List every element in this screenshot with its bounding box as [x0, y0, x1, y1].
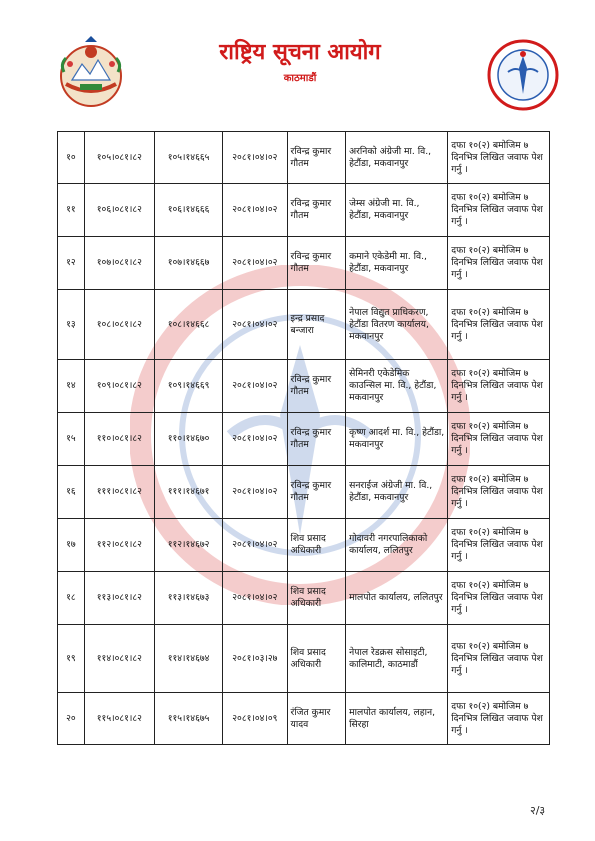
registration-number-cell: ११३।०८१।८२	[84, 572, 154, 625]
office-cell: कमाने एकेडेमी मा. वि., हेटौंडा, मकवानपुर	[346, 237, 448, 290]
table-row	[58, 290, 550, 360]
name-cell: इन्द्र प्रसाद बन्जारा	[287, 290, 346, 360]
direction-cell: दफा १०(२) बमोजिम ७ दिनभित्र लिखित जवाफ पेश गर्नु ।	[448, 466, 550, 519]
office-cell: सेमिनरी एकेडेमिक काउन्सिल मा. वि., हेटौंडा, मकवानपुर	[346, 360, 448, 413]
registration-number-cell: ११२।०८१।८२	[84, 519, 154, 572]
serial-number-cell: १३	[58, 290, 85, 360]
direction-cell: दफा १०(२) बमोजिम ७ दिनभित्र लिखित जवाफ पेश गर्नु ।	[448, 290, 550, 360]
commission-seal-icon	[486, 38, 560, 112]
serial-number-cell: १९	[58, 625, 85, 693]
table-row	[58, 519, 550, 572]
serial-number-cell: १७	[58, 519, 85, 572]
serial-number-cell: १६	[58, 466, 85, 519]
registration-number-cell: १०६।०८१।८२	[84, 184, 154, 237]
nepal-government-emblem-icon	[52, 34, 130, 112]
reference-number-cell: ११५।१४६७५	[154, 693, 222, 745]
date-cell: २०८१।०४।०२	[223, 466, 287, 519]
reference-number-cell: १११।१४६७१	[154, 466, 222, 519]
serial-number-cell: १५	[58, 413, 85, 466]
office-cell: जेम्स अंग्रेजी मा. वि., हेटौंडा, मकवानपुर	[346, 184, 448, 237]
office-cell: नेपाल विद्युत प्राधिकरण, हेटौंडा वितरण कार्यालय, मकवानपुर	[346, 290, 448, 360]
direction-cell: दफा १०(२) बमोजिम ७ दिनभित्र लिखित जवाफ पेश गर्नु ।	[448, 625, 550, 693]
reference-number-cell: ११३।१४६७३	[154, 572, 222, 625]
serial-number-cell: २०	[58, 693, 85, 745]
registration-number-cell: १०५।०८१।८२	[84, 132, 154, 184]
direction-cell: दफा १०(२) बमोजिम ७ दिनभित्र लिखित जवाफ पेश गर्नु ।	[448, 572, 550, 625]
name-cell: शिव प्रसाद अधिकारी	[287, 572, 346, 625]
table-row	[58, 625, 550, 693]
date-cell: २०८१।०४।०२	[223, 413, 287, 466]
table-row	[58, 360, 550, 413]
table-row	[58, 693, 550, 745]
office-cell: मालपोत कार्यालय, लहान, सिरहा	[346, 693, 448, 745]
direction-cell: दफा १०(२) बमोजिम ७ दिनभित्र लिखित जवाफ पेश गर्नु ।	[448, 519, 550, 572]
date-cell: २०८१।०३।२७	[223, 625, 287, 693]
registration-number-cell: ११४।०८१।८२	[84, 625, 154, 693]
registration-number-cell: १०७।०८१।८२	[84, 237, 154, 290]
table-row	[58, 466, 550, 519]
reference-number-cell: १०६।१४६६६	[154, 184, 222, 237]
reference-number-cell: १०७।१४६६७	[154, 237, 222, 290]
reference-number-cell: १०९।१४६६९	[154, 360, 222, 413]
office-cell: नेपाल रेडक्रस सोसाइटी, कालिमाटी, काठमाडौं	[346, 625, 448, 693]
date-cell: २०८१।०४।०९	[223, 693, 287, 745]
date-cell: २०८१।०४।०२	[223, 519, 287, 572]
serial-number-cell: ११	[58, 184, 85, 237]
registration-number-cell: ११५।०८१।८२	[84, 693, 154, 745]
office-cell: मालपोत कार्यालय, ललितपुर	[346, 572, 448, 625]
office-cell: कृष्ण आदर्श मा. वि., हेटौंडा, मकवानपुर	[346, 413, 448, 466]
date-cell: २०८१।०४।०२	[223, 290, 287, 360]
registration-number-cell: १०८।०८१।८२	[84, 290, 154, 360]
date-cell: २०८१।०४।०२	[223, 132, 287, 184]
notice-table	[57, 131, 550, 745]
table-row	[58, 132, 550, 184]
name-cell: रविन्द्र कुमार गौतम	[287, 360, 346, 413]
reference-number-cell: ११०।१४६७०	[154, 413, 222, 466]
direction-cell: दफा १०(२) बमोजिम ७ दिनभित्र लिखित जवाफ पेश गर्नु ।	[448, 237, 550, 290]
page-title: राष्ट्रिय सूचना आयोग	[219, 40, 381, 65]
table-row	[58, 572, 550, 625]
reference-number-cell: ११४।१४६७४	[154, 625, 222, 693]
date-cell: २०८१।०४।०२	[223, 237, 287, 290]
serial-number-cell: १८	[58, 572, 85, 625]
page-subtitle: काठमाडौं	[283, 73, 317, 84]
name-cell: शिव प्रसाद अधिकारी	[287, 519, 346, 572]
serial-number-cell: १४	[58, 360, 85, 413]
name-cell: रविन्द्र कुमार गौतम	[287, 132, 346, 184]
direction-cell: दफा १०(२) बमोजिम ७ दिनभित्र लिखित जवाफ पेश गर्नु ।	[448, 693, 550, 745]
direction-cell: दफा १०(२) बमोजिम ७ दिनभित्र लिखित जवाफ पेश गर्नु ।	[448, 132, 550, 184]
name-cell: रविन्द्र कुमार गौतम	[287, 184, 346, 237]
name-cell: रंजित कुमार यादव	[287, 693, 346, 745]
office-cell: गोदावरी नगरपालिकाको कार्यालय, ललितपुर	[346, 519, 448, 572]
reference-number-cell: ११२।१४६७२	[154, 519, 222, 572]
direction-cell: दफा १०(२) बमोजिम ७ दिनभित्र लिखित जवाफ पेश गर्नु ।	[448, 184, 550, 237]
date-cell: २०८१।०४।०२	[223, 360, 287, 413]
date-cell: २०८१।०४।०२	[223, 184, 287, 237]
date-cell: २०८१।०४।०२	[223, 572, 287, 625]
direction-cell: दफा १०(२) बमोजिम ७ दिनभित्र लिखित जवाफ पेश गर्नु ।	[448, 413, 550, 466]
table-row	[58, 413, 550, 466]
registration-number-cell: १०९।०८१।८२	[84, 360, 154, 413]
name-cell: रविन्द्र कुमार गौतम	[287, 466, 346, 519]
registration-number-cell: ११०।०८१।८२	[84, 413, 154, 466]
serial-number-cell: १०	[58, 132, 85, 184]
direction-cell: दफा १०(२) बमोजिम ७ दिनभित्र लिखित जवाफ पेश गर्नु ।	[448, 360, 550, 413]
office-cell: सनराईज अंग्रेजी मा. वि., हेटौंडा, मकवानपुर	[346, 466, 448, 519]
reference-number-cell: १०८।१४६६८	[154, 290, 222, 360]
registration-number-cell: १११।०८१।८२	[84, 466, 154, 519]
page-number: २/३	[530, 804, 546, 817]
serial-number-cell: १२	[58, 237, 85, 290]
office-cell: अरनिको अंग्रेजी मा. वि., हेटौंडा, मकवानपुर	[346, 132, 448, 184]
name-cell: शिव प्रसाद अधिकारी	[287, 625, 346, 693]
name-cell: रविन्द्र कुमार गौतम	[287, 237, 346, 290]
name-cell: रविन्द्र कुमार गौतम	[287, 413, 346, 466]
table-row	[58, 237, 550, 290]
reference-number-cell: १०५।१४६६५	[154, 132, 222, 184]
table-row	[58, 184, 550, 237]
